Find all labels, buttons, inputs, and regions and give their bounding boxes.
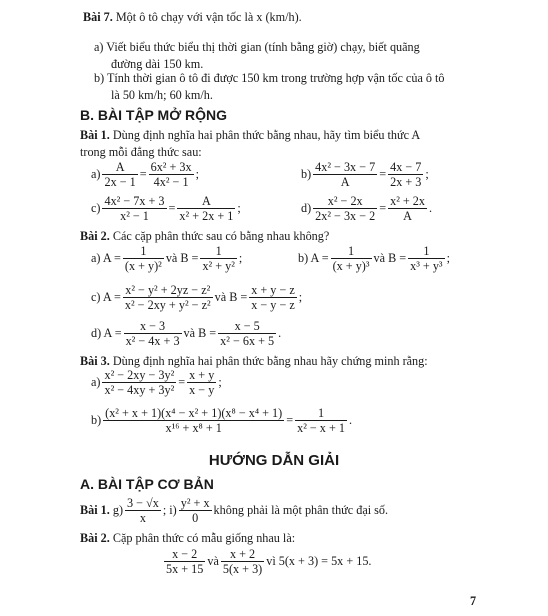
b-bai2-d: d) A = $\frac{x - 3}{\text{x² − 4x + 3}}$ và B = $\frac{x - 5}{\text{x² − 6x + 5}}$ . [91,319,282,348]
b-bai3-b: b) $\frac{\text{(x² + x + 1)(x⁴ − x² + 1)(x⁸ − x⁴ + 1)}}{\text{x¹⁶ + x⁸ + 1}}$ = $\frac{1}{\text{x² − x + 1}}$ . [91,406,353,435]
a-bai2-fractions: $\frac{x - 2}{5x + 15}$ và $\frac{x + 2}{5(x + 3)}$ vì 5(x + 3) = 5x + 15. [166,547,372,576]
item-label: d) [301,201,312,215]
b-bai1-label: Bài 1. [80,128,110,142]
bai7-a-line1: a) Viết biểu thức biểu thị thời gian (tính bằng giờ) chạy, biết quãng [94,40,420,54]
fraction: $\frac{\text{4x² − 7x + 3}}{\text{x² − 1}}$ [104,194,165,223]
fraction: $\frac{1}{\text{x² + y²}}$ [202,244,235,273]
fraction: $\frac{3 - √x}{x}$ [127,496,159,525]
fraction: $\frac{\text{(x² + x + 1)(x⁴ − x² + 1)(x⁸ − x⁴ + 1)}}{\text{x¹⁶ + x⁸ + 1}}$ [105,406,283,435]
bai7-label: Bài 7. [83,10,113,24]
fraction: $\frac{x + y}{x - y}$ [189,368,215,397]
fraction: $\frac{x - 5}{\text{x² − 6x + 5}}$ [220,319,275,348]
fraction: $\frac{\text{y² + x}}{0}$ [180,496,210,525]
b-bai3-text: Dùng định nghĩa hai phân thức bằng nhau hãy chứng minh rằng: [112,354,428,368]
b-bai1-a: a) $\frac{A}{2x - 1}$ = $\frac{\text{6x² + 3x}}{\text{4x² − 1}}$ ; [91,160,199,189]
fraction: $\frac{1}{\text{(x + y)³}}$ [332,244,370,273]
a-bai1-label: Bài 1. [80,503,110,517]
b-bai2-line [80,229,329,244]
fraction: $\frac{\text{4x² − 3x − 7}}{A}$ [315,160,376,189]
bai7-b-line1: b) Tính thời gian ô tô đi được 150 km trong trường hợp vận tốc của ô tô [94,71,445,85]
fraction: $\frac{\text{6x² + 3x}}{\text{4x² − 1}}$ [150,160,192,189]
fraction: $\frac{A}{\text{x² + 2x + 1}}$ [179,194,234,223]
item-label: b) A = [298,251,329,265]
fraction: $\frac{x + y - z}{x - y - z}$ [251,283,295,312]
section-b-heading: B. BÀI TẬP MỞ RỘNG [80,107,228,123]
b-bai1-text1: Dùng định nghĩa hai phân thức bằng nhau, hãy tìm biểu thức A [112,128,421,142]
item-label: b) [301,167,312,181]
b-bai2-label: Bài 2. [80,229,110,243]
fraction: $\frac{\text{x² − 2xy − 3y²}}{\text{x² − 4xy + 3y²}}$ [104,368,175,397]
item-label: g) [112,503,123,517]
b-bai2-c: c) A = $\frac{\text{x² − y² + 2yz − z²}}{\text{x² − 2xy + y² − z²}}$ và B = $\frac{x + y - z}{x - y - z}$ ; [91,283,303,312]
bai7-b-line2: là 50 km/h; 60 km/h. [111,88,213,102]
b-bai1-d: d) $\frac{\text{x² − 2x}}{\text{2x² − 3x − 2}}$ = $\frac{\text{x² + 2x}}{A}$ . [301,194,433,223]
item-label: ; i) [162,503,177,517]
b-bai3-label: Bài 3. [80,354,110,368]
fraction: $\frac{A}{2x - 1}$ [104,160,136,189]
section-a-heading: A. BÀI TẬP CƠ BẢN [80,476,214,492]
fraction: $\frac{x + 2}{5(x + 3)}$ [222,547,263,576]
b-bai1-c: c) $\frac{\text{4x² − 7x + 3}}{\text{x² − 1}}$ = $\frac{A}{\text{x² + 2x + 1}}$ ; [91,194,241,223]
a-bai1-text: không phải là một phân thức đại số. [213,503,389,517]
item-label: b) [91,413,102,427]
item-label: c) A = [91,290,121,304]
fraction: $\frac{x - 2}{5x + 15}$ [166,547,204,576]
b-bai1-line2: trong mỗi đẳng thức sau: [80,145,202,159]
item-label: a) [91,375,101,389]
b-bai2-text: Các cặp phân thức sau có bằng nhau không? [112,229,330,243]
fraction: $\frac{1}{\text{x³ + y³}}$ [410,244,443,273]
bai7-a-line2: đường dài 150 km. [111,57,204,71]
item-label: a) A = [91,251,121,265]
a-bai2-line [80,531,295,546]
fraction: $\frac{\text{x² − 2x}}{\text{2x² − 3x − 2}}$ [315,194,376,223]
item-label: d) A = [91,326,122,340]
page-number: 7 [470,594,477,608]
b-bai3-line [80,354,428,369]
item-label: c) [91,201,101,215]
a-bai2-label: Bài 2. [80,531,110,545]
b-bai1-b: b) $\frac{\text{4x² − 3x − 7}}{A}$ = $\frac{4x - 7}{2x + 3}$ ; [301,160,429,189]
item-label: a) [91,167,101,181]
b-bai1-line1 [80,128,420,143]
b-bai2-b: b) A = $\frac{1}{\text{(x + y)³}}$ và B = $\frac{1}{\text{x³ + y³}}$ ; [298,244,450,273]
a-bai2-text: Cặp phân thức có mẫu giống nhau là: [112,531,296,545]
bai7-text: Một ô tô chạy với vận tốc là x (km/h). [115,10,302,24]
fraction: $\frac{1}{\text{(x + y)²}}$ [124,244,162,273]
a-bai1-line [80,496,388,525]
fraction: $\frac{x - 3}{\text{x² − 4x + 3}}$ [125,319,180,348]
fraction: $\frac{\text{x² − y² + 2yz − z²}}{\text{x² − 2xy + y² − z²}}$ [124,283,211,312]
bai7-line [83,10,302,25]
b-bai3-a: a) $\frac{\text{x² − 2xy − 3y²}}{\text{x² − 4xy + 3y²}}$ = $\frac{x + y}{x - y}$ ; [91,368,222,397]
fraction: $\frac{4x - 7}{2x + 3}$ [390,160,422,189]
fraction: $\frac{\text{x² + 2x}}{A}$ [390,194,425,223]
b-bai2-a: a) A = $\frac{1}{\text{(x + y)²}}$ và B = $\frac{1}{\text{x² + y²}}$ ; [91,244,243,273]
huong-dan-heading: HƯỚNG DẪN GIẢI [208,452,340,469]
fraction: $\frac{1}{\text{x² − x + 1}}$ [297,406,345,435]
